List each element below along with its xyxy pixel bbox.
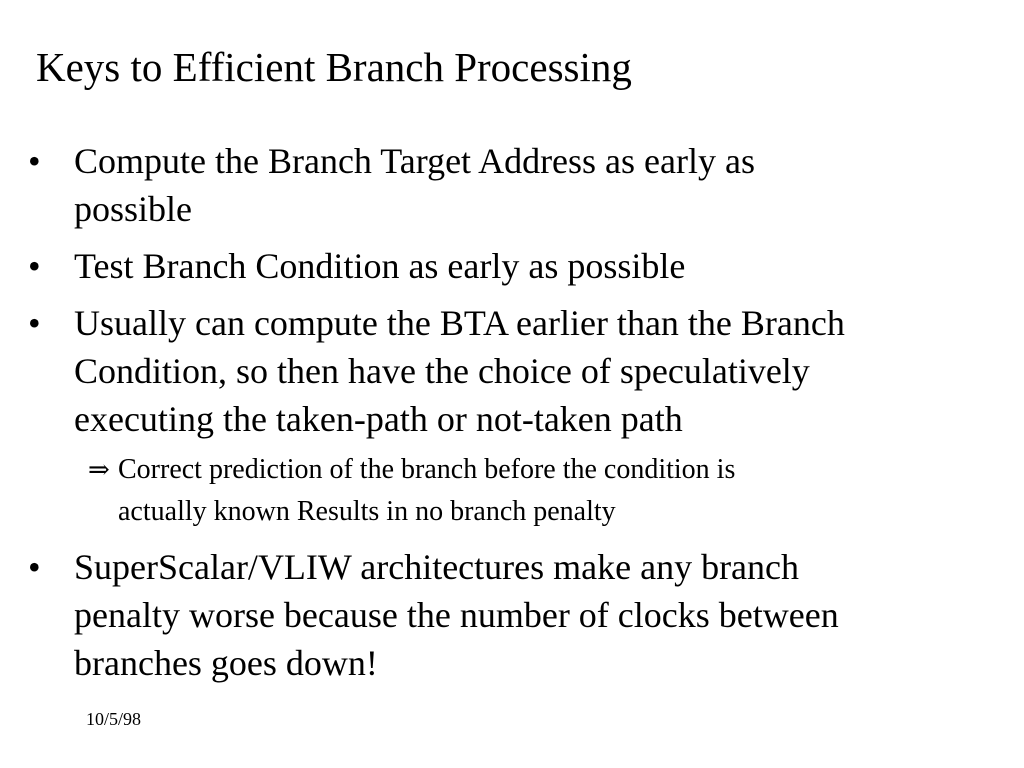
bullet-icon: • — [28, 246, 41, 286]
bullet-item — [28, 242, 958, 290]
bullet-icon: • — [28, 547, 41, 587]
sub-bullet-item — [88, 449, 968, 533]
bullet-text: SuperScalar/VLIW architectures make any branch penalty worse because the number of clocks between branches goes down! — [74, 547, 839, 683]
bullet-text: Usually can compute the BTA earlier than the Branch Condition, so then have the choice of speculatively executing the taken-path or not-taken path — [74, 303, 845, 439]
implies-arrow-icon: ⇒ — [88, 455, 110, 485]
bullet-item — [28, 299, 958, 443]
bullet-text: Test Branch Condition as early as possible — [74, 246, 686, 286]
bullet-text: Compute the Branch Target Address as early as possible — [74, 141, 755, 229]
footer-date: 10/5/98 — [86, 709, 142, 729]
bullet-icon: • — [28, 303, 41, 343]
sub-bullet-text: Correct prediction of the branch before the condition is actually known Results in no branch penalty — [118, 454, 736, 527]
bullet-item — [28, 137, 958, 233]
slide-title: Keys to Efficient Branch Processing — [36, 44, 632, 90]
bullet-item — [28, 543, 958, 687]
bullet-icon: • — [28, 141, 41, 181]
